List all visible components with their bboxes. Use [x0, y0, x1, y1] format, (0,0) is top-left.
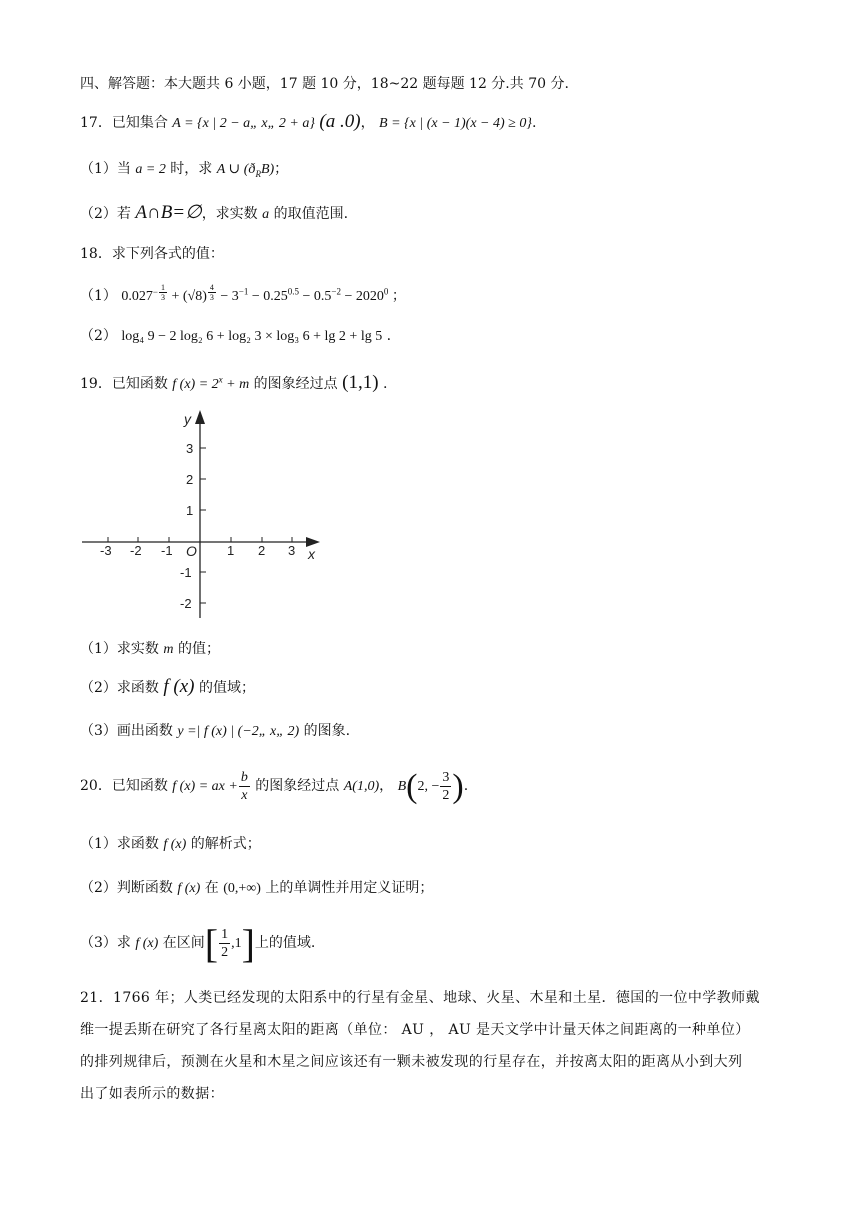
q20-part2-mid: 在: [204, 880, 219, 896]
x-tick-label-2: 2: [258, 543, 266, 558]
q17-set-a: A = {x | 2 − a„ x„ 2 + a}: [172, 116, 315, 131]
q19-func: f $(x) = 2^x + m$: [172, 374, 250, 392]
q20-part2-func: f (x): [177, 881, 201, 896]
q19-part3-label: （3）画出函数: [80, 723, 173, 739]
q20-part1-end: 的解析式；: [190, 836, 261, 852]
q19-part3: [80, 720, 350, 743]
q19-part2: [80, 676, 255, 699]
q20-part3-func: f (x): [135, 936, 159, 951]
q21-line-1: 21．1766 年；人类已经发现的太阳系中的行星有金星、地球、火星、木星和土星．德国的一位中学教师戴: [80, 990, 760, 1006]
q17-part1-text: 时，求: [170, 161, 213, 177]
q19-part3-expr: y =| f (x) | (−2„ x„ 2): [177, 724, 300, 739]
q19-point: (1,1): [342, 372, 379, 393]
q21-text: [80, 985, 785, 1113]
q17-comma: ，: [360, 115, 375, 131]
q17-part1-expr: A ∪ $(ð_RB)$: [216, 162, 275, 179]
y-tick-label-neg1: -1: [180, 565, 192, 580]
q19-part2-label: （2）求函数: [80, 680, 159, 696]
q21-line-3: 的排列规律后，预测在火星和木星之间应该还有一颗未被发现的行星存在，并按离太阳的距离从小到大列: [80, 1054, 743, 1070]
q17-set-b: B = {x | (x − 1)(x − 4) ≥ 0}: [379, 116, 532, 131]
q17-part2-expr: A∩B=∅: [135, 202, 202, 223]
q19-part1-end: 的值；: [177, 641, 220, 657]
q20-part1-func: f (x): [163, 837, 187, 852]
q20-part1-label: （1）求函数: [80, 836, 159, 852]
q20-part1: [80, 833, 261, 856]
q19-coordinate-graph: [80, 408, 330, 620]
q17-part2-end: 的取值范围.: [273, 206, 349, 222]
q20-part3-end: 上的值域.: [254, 935, 316, 951]
q20-part3-mid: 在区间: [162, 935, 205, 951]
q18-part2-expr: log₄ 9 − 2 log₂ 6 + log₂ 3 × log₃ 6 + lg 2 + lg 5: [121, 329, 383, 344]
q19-part1: [80, 638, 220, 661]
q18-part2-label: （2）: [80, 328, 117, 344]
q17-end: .: [531, 115, 537, 131]
q17-part1-label: （1）当: [80, 161, 131, 177]
y-tick-label-3: 3: [186, 441, 194, 456]
q18-part2: [80, 325, 391, 348]
q19-part3-end: 的图象.: [303, 723, 351, 739]
q18-part1-end: ；: [391, 288, 406, 305]
q17-part1-end: ；: [274, 161, 289, 177]
q20-func: f (x) = ax + $\frac{b}{x}$: [172, 770, 248, 804]
q20-part2-interval: (0,+∞): [223, 881, 261, 896]
q17-part2-text: ，求实数: [201, 206, 258, 222]
x-tick-label-neg1: -1: [161, 543, 173, 558]
origin-label: O: [186, 543, 197, 559]
q20-comma: ，: [379, 778, 394, 794]
q20-part3-label: （3）求: [80, 935, 131, 951]
q20-part2-end: 上的单调性并用定义证明；: [265, 880, 434, 896]
q19-stem-b: 的图象经过点: [253, 376, 338, 392]
q20-stem-a: 20．已知函数: [80, 778, 168, 794]
q17-part1: [80, 158, 288, 181]
x-tick-label-1: 1: [227, 543, 235, 558]
q19-part2-func: f (x): [163, 676, 195, 697]
q19-end: .: [382, 376, 388, 392]
q17-part2: [80, 202, 348, 226]
q18-part2-end: .: [386, 328, 392, 344]
q21-line-2: 维一提丢斯在研究了各行星离太阳的距离（单位： AU ， AU 是天文学中计量天体之间距离的一种单位）: [80, 1022, 750, 1038]
q17-part2-label: （2）若: [80, 206, 131, 222]
q20-end: .: [463, 778, 469, 794]
x-axis-label: x: [308, 546, 315, 562]
q18-stem: 18．求下列各式的值：: [80, 246, 224, 262]
q17-stem: [80, 111, 536, 135]
q21-line-4: 出了如表所示的数据：: [80, 1086, 224, 1102]
q19-part1-label: （1）求实数: [80, 641, 159, 657]
y-axis-arrow-icon: [195, 410, 205, 424]
q20-part3-interval: [ $\frac{1}{2}$ ,1]: [204, 920, 255, 966]
section-header: 四、解答题：本大题共 6 小题，17 题 10 分，18~22 题每题 12 分.共 70 分.: [80, 76, 569, 92]
q20-point-a: A(1,0): [343, 779, 380, 794]
q17-part1-cond: a = 2: [135, 162, 166, 177]
q20-stem: [80, 763, 468, 810]
q20-stem-b: 的图象经过点: [255, 778, 340, 794]
y-axis-label: y: [184, 411, 191, 427]
q17-number: 17．: [80, 115, 112, 131]
q19-part2-end: 的值域；: [198, 680, 255, 696]
x-tick-label-3: 3: [288, 543, 296, 558]
q20-part3: [80, 920, 315, 967]
q19-stem-a: 19．已知函数: [80, 376, 168, 392]
q18-part1-expr: $0.027^{- \frac{1}{3}}$ + (√8) $^{\frac{4}{3}}$ − $3^{-1} - 0.25^{0.5} - 0.5^{-2} - 2020^0$: [121, 283, 389, 305]
q18-part1-label: （1）: [80, 288, 117, 305]
q20-part2-label: （2）判断函数: [80, 880, 173, 896]
q17-intro: 已知集合: [111, 115, 168, 131]
q19-part1-var: m: [163, 642, 174, 657]
q17-part2-var: a: [262, 207, 270, 222]
x-tick-label-neg2: -2: [130, 543, 142, 558]
q17-condition: (a .0): [319, 111, 361, 132]
q20-part2: [80, 877, 433, 900]
y-tick-label-2: 2: [186, 472, 194, 487]
y-tick-label-neg2: -2: [180, 596, 192, 611]
q18-part1: [80, 283, 406, 308]
q19-stem: [80, 372, 387, 396]
x-tick-label-neg3: -3: [100, 543, 112, 558]
y-tick-label-1: 1: [186, 503, 194, 518]
q20-point-b: B(2, − $\frac{3}{2}$ ): [397, 767, 464, 805]
